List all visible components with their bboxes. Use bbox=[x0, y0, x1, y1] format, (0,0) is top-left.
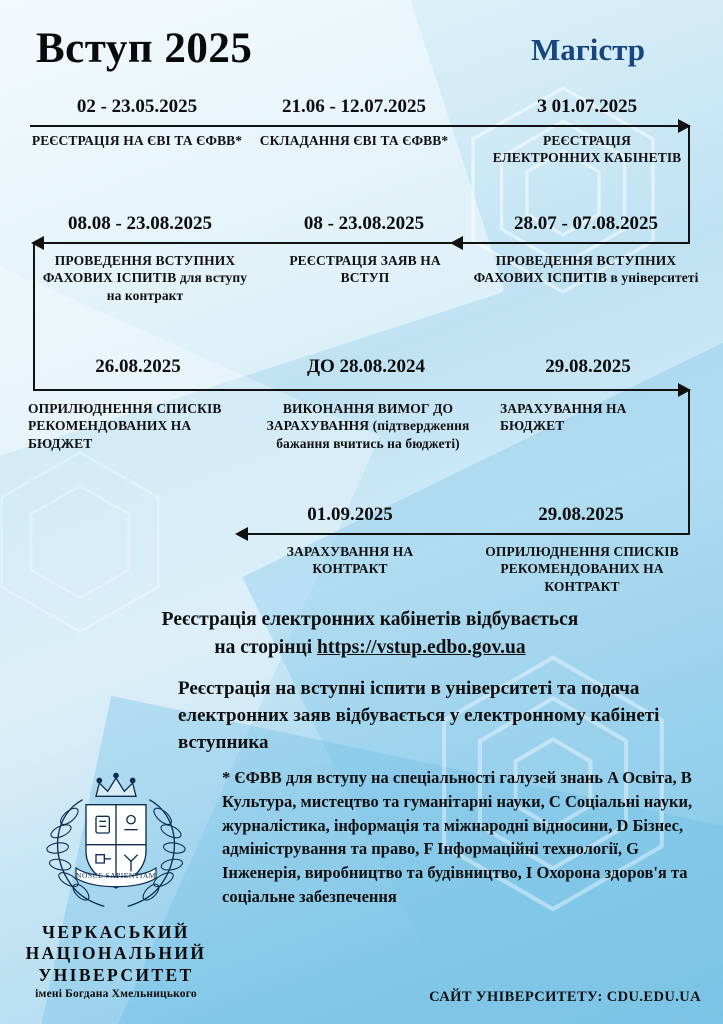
timeline-item-1-desc-wrap bbox=[22, 128, 252, 149]
timeline-item-4-desc-wrap bbox=[40, 248, 250, 304]
university-name-line1: ЧЕРКАСЬКИЙ bbox=[42, 921, 190, 942]
timeline-item-10-desc-wrap bbox=[250, 539, 450, 578]
timeline-item-3-date: З 01.07.2025 bbox=[536, 96, 638, 117]
timeline-item-7 bbox=[24, 356, 252, 378]
timeline-item-3 bbox=[477, 96, 697, 118]
timeline-item-5-desc-wrap bbox=[272, 248, 458, 287]
timeline-item-5-date: 08 - 23.08.2025 bbox=[303, 213, 425, 234]
arrow-line-row4 bbox=[248, 533, 690, 535]
university-name bbox=[16, 922, 216, 986]
timeline-item-2-date: 21.06 - 12.07.2025 bbox=[281, 96, 427, 117]
timeline-item-10-date: 01.09.2025 bbox=[307, 504, 393, 525]
timeline-item-7-desc-wrap bbox=[28, 396, 250, 452]
timeline-item-11-desc: ОПРИЛЮДНЕННЯ СПИСКІВ РЕКОМЕНДОВАНИХ НА КОНТРАКТ bbox=[485, 544, 679, 594]
arrow-head-row4 bbox=[235, 527, 248, 541]
registration-note: Реєстрація на вступні іспити в університеті та подача електронних заяв відбувається у електронному кабінеті вступника bbox=[178, 678, 660, 753]
cabinet-note-line1: Реєстрація електронних кабінетів відбувається bbox=[161, 609, 579, 630]
timeline-item-9 bbox=[482, 356, 694, 378]
timeline-item-6-date: 28.07 - 07.08.2025 bbox=[513, 213, 659, 234]
timeline-item-3-desc-wrap bbox=[492, 128, 682, 167]
timeline-item-2-desc: СКЛАДАННЯ ЄВІ ТА ЄФВВ* bbox=[259, 133, 449, 148]
timeline-item-9-date: 29.08.2025 bbox=[545, 356, 631, 377]
timeline-item-10-desc: ЗАРАХУВАННЯ НА КОНТРАКТ bbox=[286, 544, 414, 577]
timeline-item-10 bbox=[242, 504, 458, 526]
timeline-item-8-date: ДО 28.08.2024 bbox=[306, 356, 426, 377]
timeline-item-8-desc-wrap bbox=[262, 396, 474, 452]
timeline-item-4-desc: ПРОВЕДЕННЯ ВСТУПНИХ ФАХОВИХ ІСПИТІВ для вступу на контракт bbox=[42, 253, 248, 303]
cabinet-note-prefix: на сторінці bbox=[214, 637, 317, 659]
timeline-item-5 bbox=[262, 213, 466, 235]
university-name-line4: імені Богдана Хмельницького bbox=[35, 988, 197, 1000]
emblem-motto-text: NOSCE SAPIENTIAM bbox=[76, 870, 156, 880]
timeline-item-8 bbox=[258, 356, 474, 378]
timeline-item-6-desc-wrap bbox=[468, 248, 704, 287]
degree-title: Магістр bbox=[530, 32, 645, 67]
arrow-line-row1 bbox=[30, 125, 680, 127]
timeline-item-4-date: 08.08 - 23.08.2025 bbox=[67, 213, 213, 234]
timeline-item-5-desc: РЕЄСТРАЦІЯ ЗАЯВ НА ВСТУП bbox=[289, 253, 441, 286]
university-emblem-icon bbox=[31, 768, 201, 918]
timeline-item-6-desc: ПРОВЕДЕННЯ ВСТУПНИХ ФАХОВИХ ІСПИТІВ в університеті bbox=[473, 253, 699, 286]
university-name-line3: УНІВЕРСИТЕТ bbox=[38, 964, 194, 985]
timeline-item-11-desc-wrap bbox=[468, 539, 696, 595]
arrow-line-row3 bbox=[33, 389, 680, 391]
timeline-item-9-desc: ЗАРАХУВАННЯ НА БЮДЖЕТ bbox=[500, 401, 627, 434]
arrow-line-row2 bbox=[44, 242, 690, 244]
university-site: САЙТ УНІВЕРСИТЕТУ: CDU.EDU.UA bbox=[429, 989, 701, 1005]
timeline-item-1 bbox=[22, 96, 252, 118]
timeline-item-8-desc: ВИКОНАННЯ ВИМОГ ДО ЗАРАХУВАННЯ (підтвердження бажання вчитись на бюджеті) bbox=[266, 401, 470, 451]
timeline-item-9-desc-wrap bbox=[500, 396, 680, 435]
cabinet-note-line2 bbox=[90, 634, 650, 662]
timeline-item-7-date: 26.08.2025 bbox=[95, 356, 181, 377]
university-name-line2: НАЦІОНАЛЬНИЙ bbox=[25, 943, 207, 964]
timeline-item-4 bbox=[22, 213, 258, 235]
timeline-item-1-desc: РЕЄСТРАЦІЯ НА ЄВІ ТА ЄФВВ* bbox=[31, 133, 243, 148]
timeline-item-3-desc: РЕЄСТРАЦІЯ ЕЛЕКТРОННИХ КАБІНЕТІВ bbox=[492, 133, 682, 166]
page-title: Вступ 2025 bbox=[36, 25, 253, 72]
timeline-item-6 bbox=[470, 213, 702, 235]
timeline-item-2 bbox=[243, 96, 465, 118]
timeline-item-2-desc-wrap bbox=[238, 128, 470, 149]
timeline-item-1-date: 02 - 23.05.2025 bbox=[76, 96, 198, 117]
timeline-item-7-desc: ОПРИЛЮДНЕННЯ СПИСКІВ РЕКОМЕНДОВАНИХ НА БЮДЖЕТ bbox=[28, 401, 222, 451]
university-logo-block bbox=[16, 768, 216, 1000]
footnote-efvv: * ЄФВВ для вступу на спеціальності галузей знань A Освіта, B Культура, мистецтво та гуманітарні науки, C Соціальні науки, журналістика, інформація та міжнародні відносини, D Бізнес, адміністрування та право, F Інформаційні технології, G Інженерія, виробництво та будівництво, I Охорона здоров'я та соціальне забезпечення bbox=[222, 768, 693, 906]
cabinet-note bbox=[90, 606, 650, 663]
vstup-edbo-link[interactable]: https://vstup.edbo.gov.ua bbox=[317, 637, 526, 659]
timeline-item-11-date: 29.08.2025 bbox=[538, 504, 624, 525]
timeline-item-11 bbox=[470, 504, 692, 526]
